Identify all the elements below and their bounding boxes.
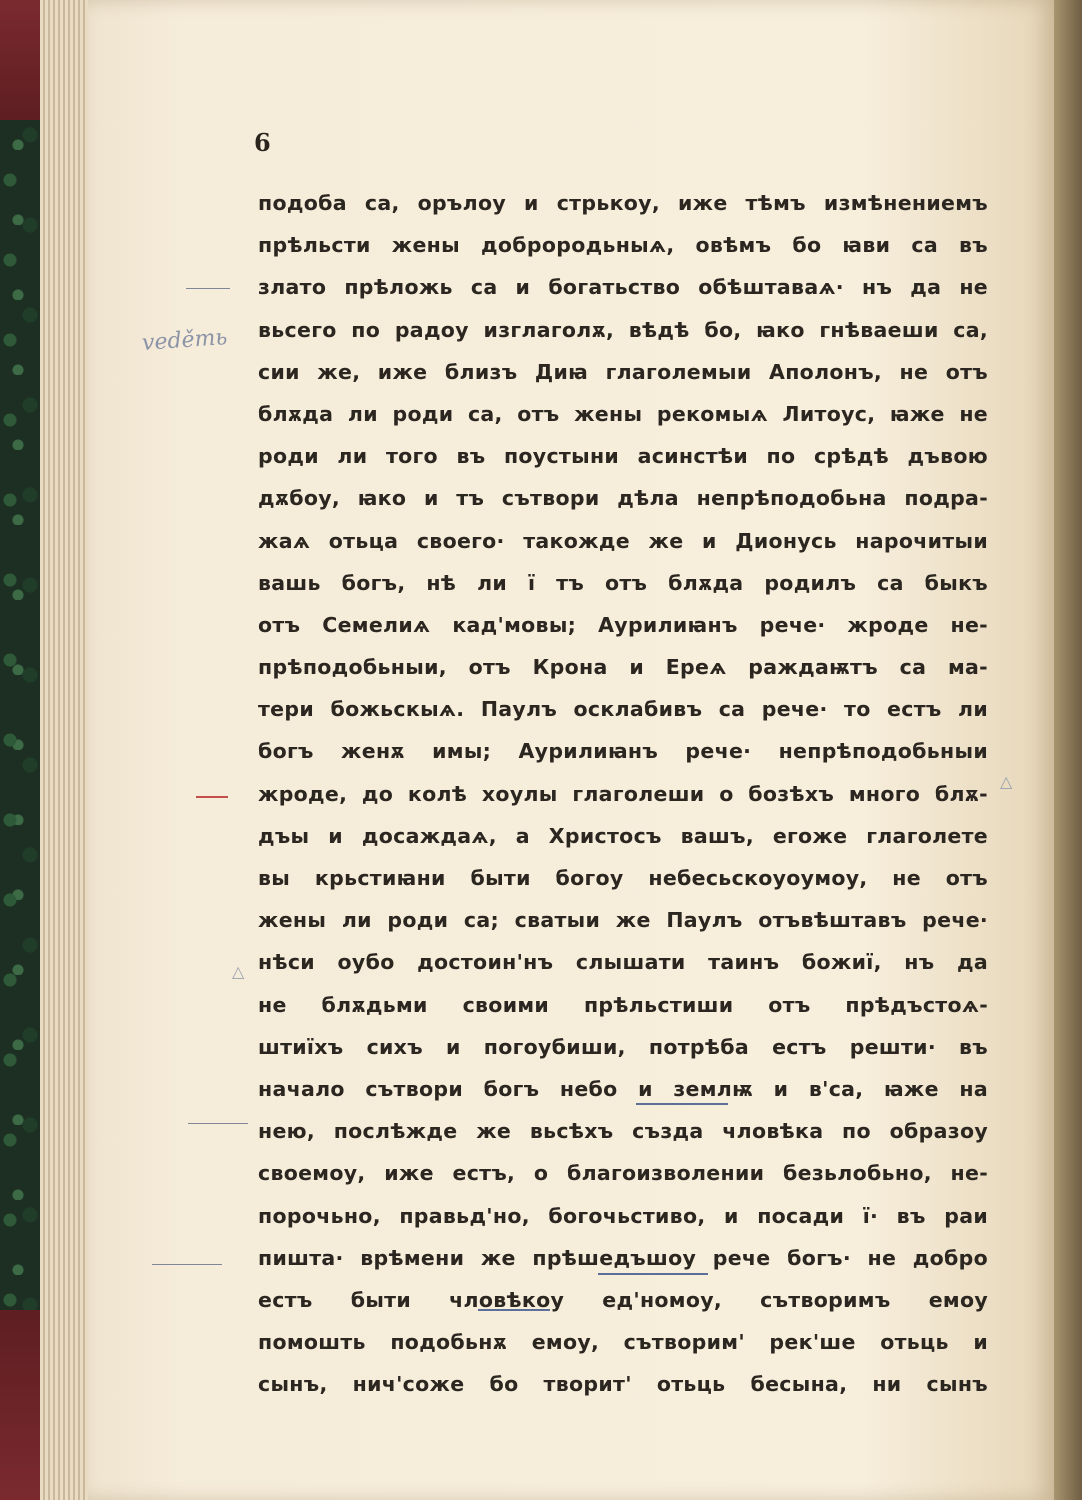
text-line: сынъ, нич'соже бо творит' отьць бесына, ни сынъ	[258, 1372, 988, 1397]
text-line: вьсего по радоу изглаголѫ, вѣдѣ бо, ꙗко гнѣваеши са,	[258, 317, 988, 342]
text-line: нѣси оубо достоин'нъ слышати таинъ божиї, нъ да	[258, 950, 988, 975]
page-text	[258, 182, 988, 1405]
text-line: пишта· врѣмени же прѣшедъшоу рече богъ· не добро	[258, 1245, 988, 1270]
text-line: жроде, до колѣ хоулы глаголеши о бозѣхъ много блѫ-	[258, 781, 988, 806]
text-line: отъ Семелиѧ кад'мовы; Аурилиꙗнъ рече· жроде не-	[258, 612, 988, 637]
text-line: вы крьстиꙗни быти богоу небесьскоуоумоу, не отъ	[258, 866, 988, 890]
text-line: жены ли роди са; сватыи же Паулъ отъвѣштавъ рече·	[258, 908, 988, 933]
text-line: естъ быти чловѣкоу ед'номоу, сътворимъ емоу	[258, 1287, 988, 1312]
text-line: подоба са, орълоу и стрькоу, иже тѣмъ измѣнениемъ	[258, 191, 988, 215]
text-line: тери божьскыѧ. Паулъ осклабивъ са рече· то естъ ли	[258, 697, 988, 722]
binding-shadow	[1054, 0, 1082, 1500]
text-line: нею, послѣжде же вьсѣхъ създа чловѣка по образоу	[258, 1119, 988, 1144]
margin-triangle-mark: △	[1000, 772, 1013, 791]
margin-red-mark	[196, 796, 228, 798]
text-line: жаѧ отьца своего· такожде же и Дионусь нарочитыи	[258, 528, 988, 553]
text-line: прѣподобьныи, отъ Крона и Ереѧ раждаѭтъ са ма-	[258, 655, 988, 680]
text-line: злато прѣложь са и богатьство обѣштаваѧ· нъ да не	[258, 275, 988, 300]
text-line: штиїхъ сихъ и погоубиши, потрѣба естъ решти· въ	[258, 1034, 988, 1059]
text-line: своемоу, иже естъ, о благоизволении безьлобьно, не-	[258, 1161, 988, 1186]
margin-pencil-mark	[186, 288, 230, 289]
margin-triangle-mark: △	[232, 962, 245, 981]
text-line: вашь богъ, нѣ ли ї тъ отъ блѫда родилъ са быкъ	[258, 570, 988, 595]
handwritten-margin-note: veděть	[141, 325, 229, 356]
margin-pencil-mark	[152, 1264, 222, 1265]
text-line: блѫда ли роди са, отъ жены рекомыѧ Литоус, ꙗже не	[258, 401, 988, 426]
text-line: не блѫдьми своими прѣльстиши отъ прѣдъстоѧ-	[258, 992, 988, 1017]
text-line: помошть подобьнѫ емоу, сътворим' рек'ше отьць и	[258, 1330, 988, 1355]
text-line: дѫбоу, ꙗко и тъ сътвори дѣла непрѣподобьна подра-	[258, 486, 988, 511]
text-line: сии же, иже близъ Диꙗ глаголемыи Аполонъ, не отъ	[258, 359, 988, 384]
text-line: роди ли того въ поустыни асинстѣи по срѣдѣ дъвою	[258, 444, 988, 469]
page-edges	[40, 0, 93, 1500]
text-line: богъ женѫ имы; Аурилиꙗнъ рече· непрѣподобьныи	[258, 739, 988, 764]
margin-pencil-mark	[188, 1123, 248, 1124]
text-line: порочьно, правьд'но, богочьстиво, и посади ї· въ раи	[258, 1203, 988, 1228]
text-line: дъы и досаждаѧ, а Христосъ вашъ, егоже глаголете	[258, 823, 988, 848]
text-line: прѣльсти жены доброродьныѧ, овѣмъ бо ꙗви са въ	[258, 233, 988, 258]
text-line: начало сътвори богъ небо и землѭ и в'са, ꙗже на	[258, 1076, 988, 1101]
page-number: 6	[254, 128, 271, 157]
